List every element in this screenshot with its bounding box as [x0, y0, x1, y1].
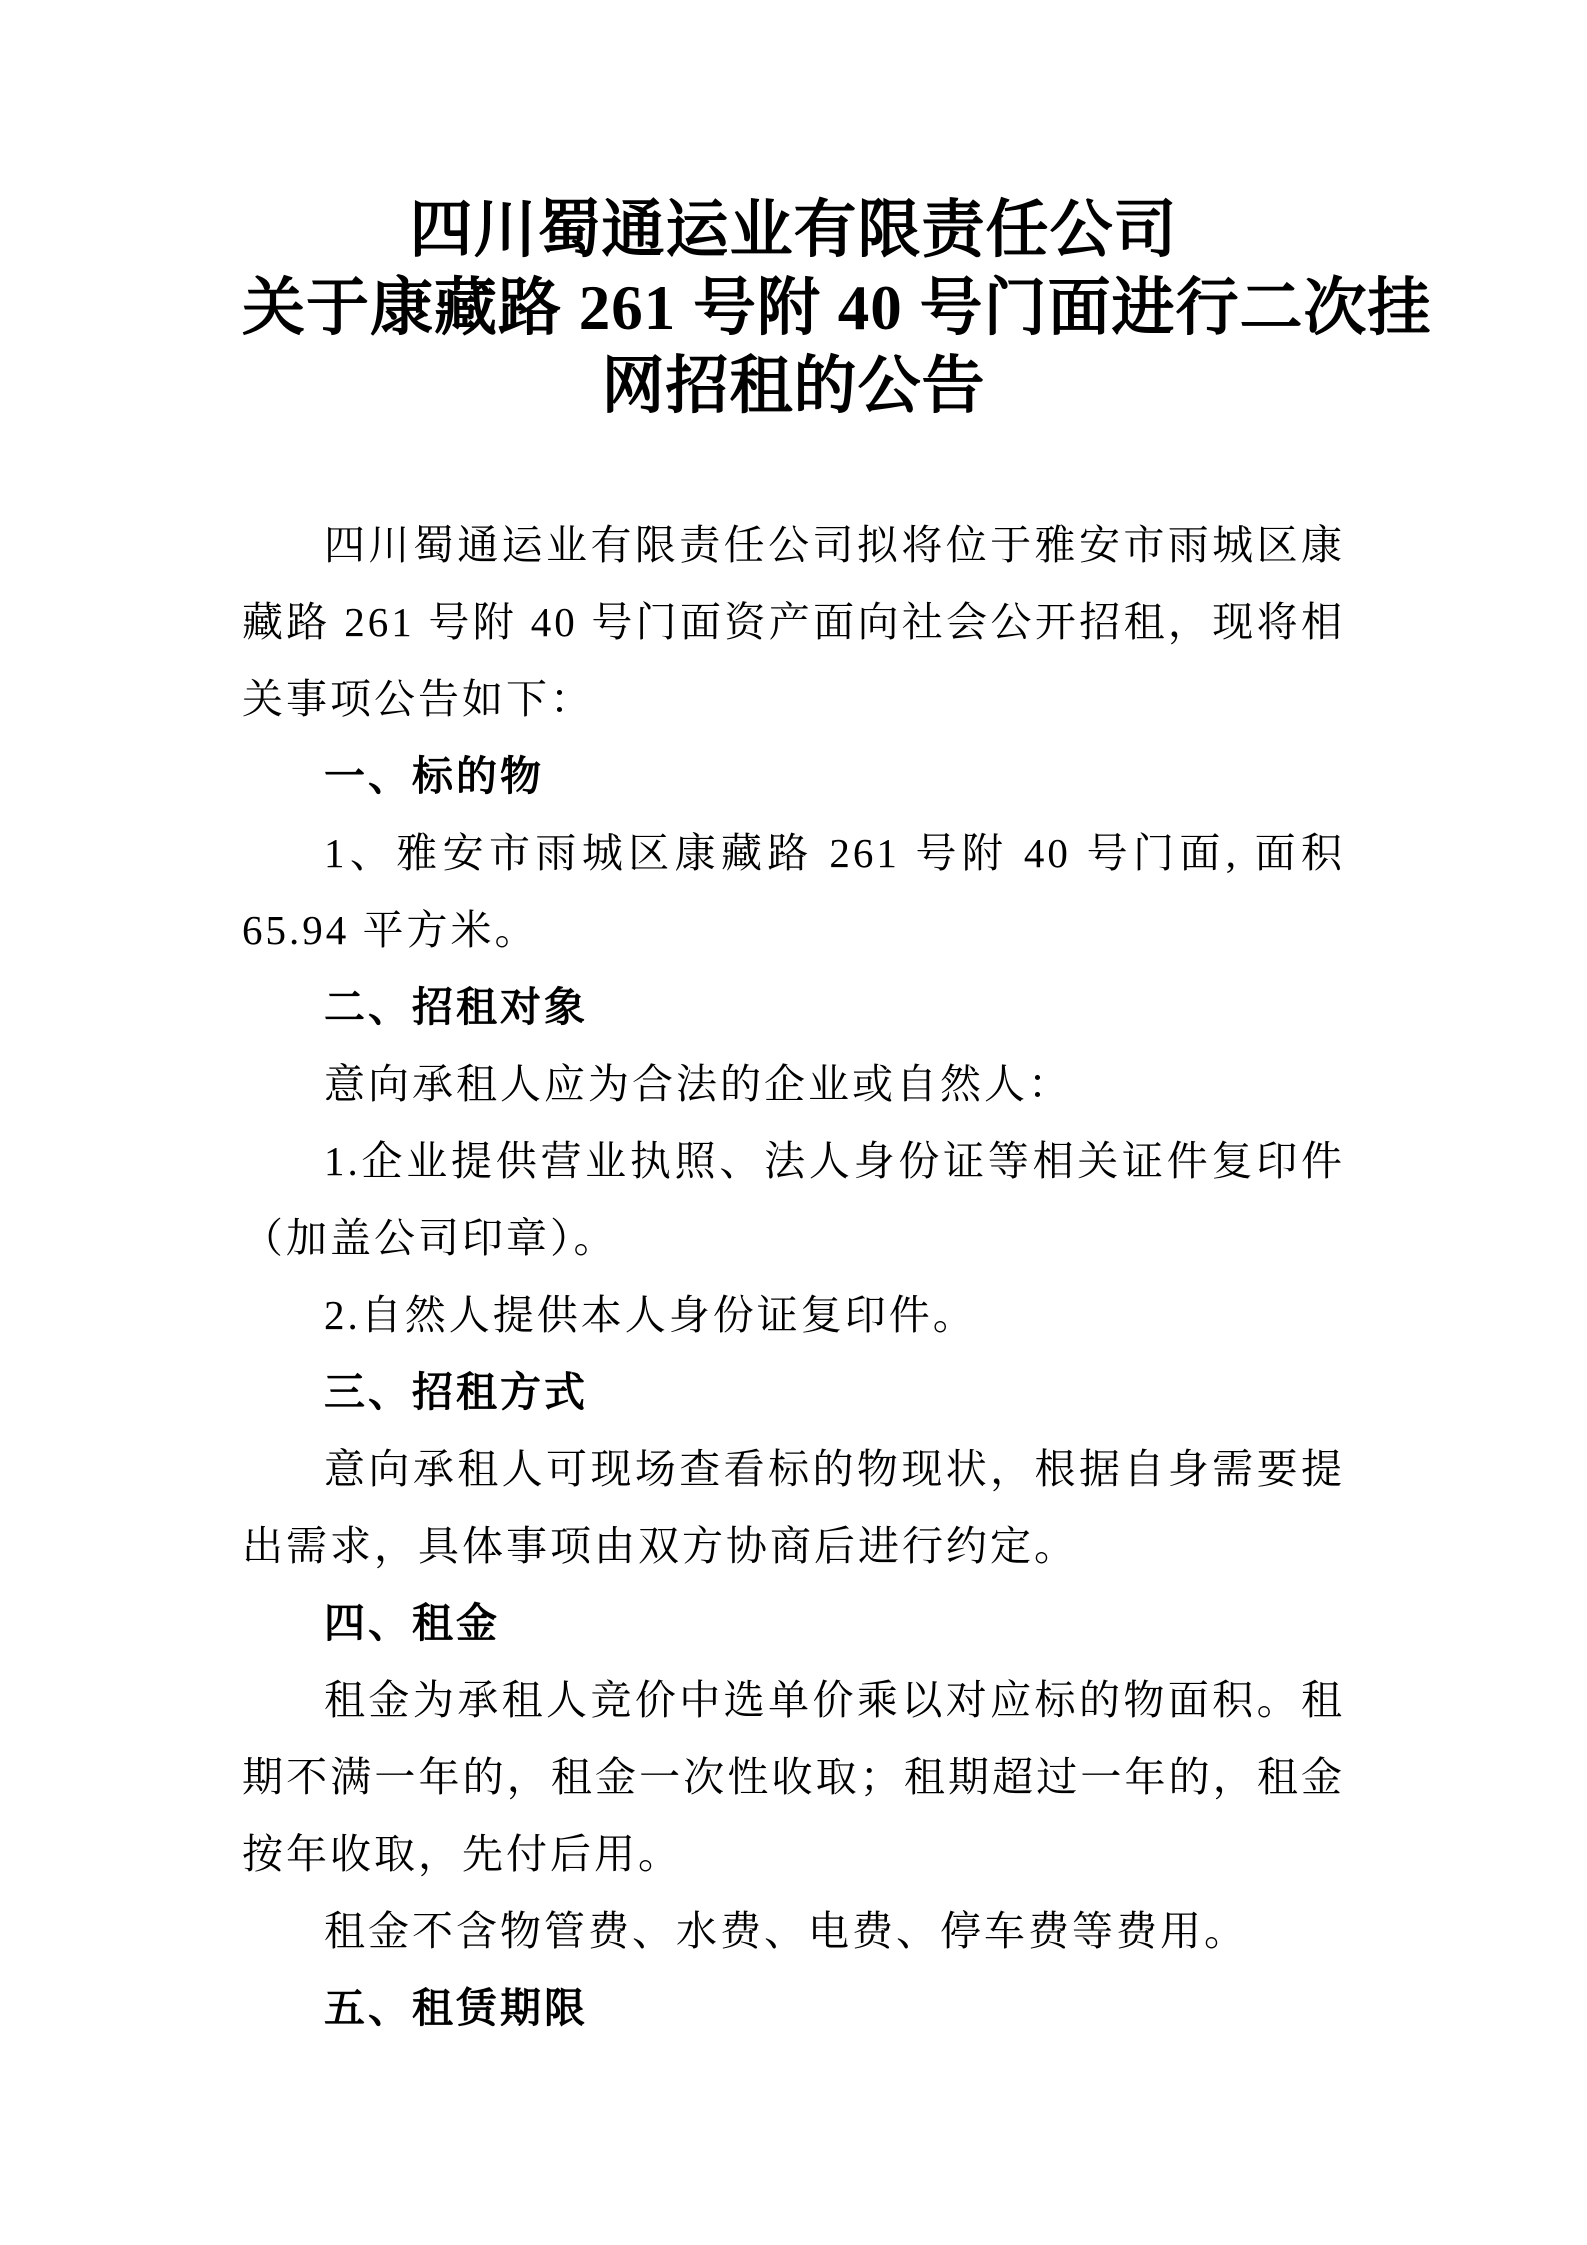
paragraph-rent-excludes: 租金不含物管费、水费、电费、停车费等费用。 — [324, 1908, 1248, 1954]
intro-paragraph: 四川蜀通运业有限责任公司拟将位于雅安市雨城区康藏路 261 号附 40 号门面资产面向社会公开招租，现将相关事项公告如下： — [242, 522, 1345, 722]
document-title — [242, 191, 1432, 425]
paragraph-method: 意向承租人可现场查看标的物现状，根据自身需要提出需求，具体事项由双方协商后进行约定。 — [242, 1446, 1345, 1569]
section-heading-1: 一、标的物 — [324, 753, 544, 799]
title-line-2: 关于康藏路 261 号附 40 号门面进行二次挂 — [242, 273, 1432, 343]
paragraph-subject-item: 1、雅安市雨城区康藏路 261 号附 40 号门面, 面积 65.94 平方米。 — [242, 830, 1345, 953]
section-heading-4: 四、租金 — [324, 1600, 500, 1646]
section-heading-3: 三、招租方式 — [324, 1369, 588, 1415]
title-line-1: 四川蜀通运业有限责任公司 — [409, 195, 1178, 265]
section-heading-5: 五、租赁期限 — [324, 1985, 588, 2031]
title-line-3: 网招租的公告 — [601, 351, 986, 421]
paragraph-tenant-person: 2.自然人提供本人身份证复印件。 — [324, 1292, 977, 1338]
paragraph-tenant-company: 1.企业提供营业执照、法人身份证等相关证件复印件（加盖公司印章）。 — [242, 1138, 1345, 1261]
paragraph-tenant-intro: 意向承租人应为合法的企业或自然人： — [324, 1061, 1072, 1107]
paragraph-rent-terms: 租金为承租人竞价中选单价乘以对应标的物面积。租期不满一年的，租金一次性收取；租期超过一年的，租金按年收取，先付后用。 — [242, 1677, 1345, 1877]
section-heading-2: 二、招租对象 — [324, 984, 588, 1030]
